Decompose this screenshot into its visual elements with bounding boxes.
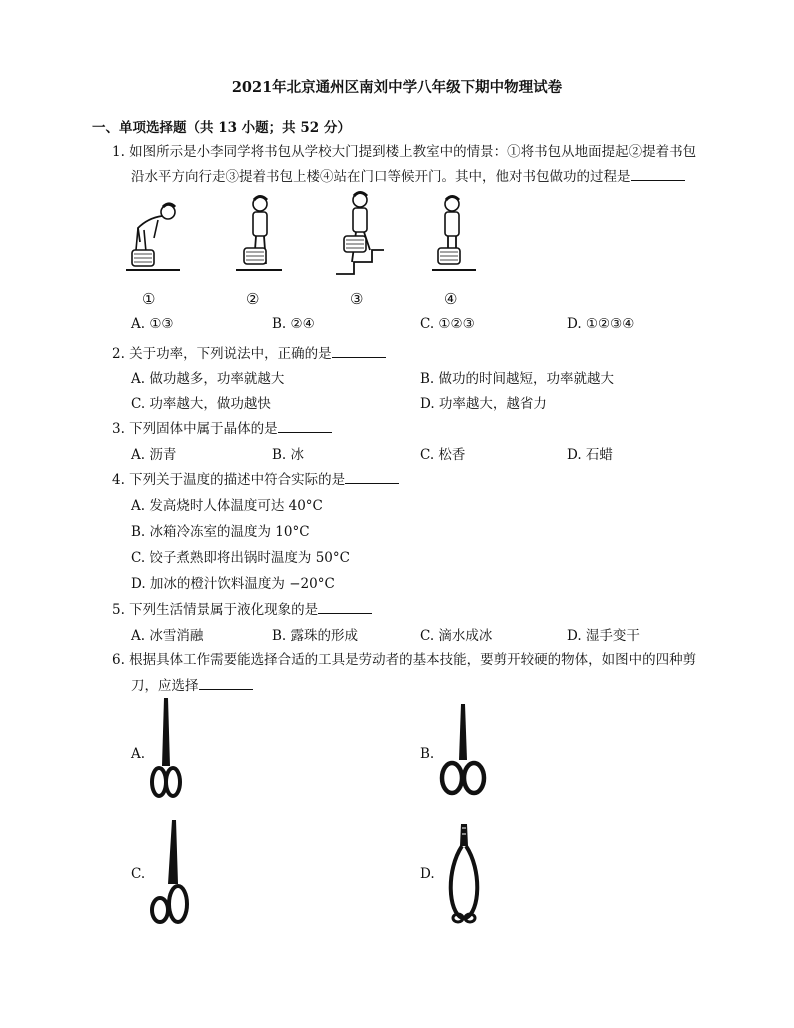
q1-fig-label-4: ④: [444, 290, 458, 308]
q1-stem-line2: 沿水平方向行走③提着书包上楼④站在门口等候开门。其中，他对书包做功的过程是: [131, 166, 685, 187]
q1-answer-blank[interactable]: [631, 166, 685, 181]
q1-stem-line1: 1. 如图所示是小李同学将书包从学校大门提到楼上教室中的情景：①将书包从地面提起②提着书包: [112, 144, 697, 160]
q1-option-b[interactable]: B. ②④: [272, 316, 315, 332]
q6-option-d[interactable]: D.: [420, 866, 435, 882]
q6-option-c[interactable]: C.: [131, 866, 146, 882]
q1-option-c[interactable]: C. ①②③: [420, 316, 475, 332]
q5-option-c[interactable]: C. 滴水成冰: [420, 628, 493, 644]
q1-option-d[interactable]: D. ①②③④: [567, 316, 635, 332]
q4-option-d[interactable]: D. 加冰的橙汁饮料温度为 −20°C: [131, 576, 335, 592]
q5-stem: 5. 下列生活情景属于液化现象的是: [112, 599, 372, 620]
q3-answer-blank[interactable]: [278, 418, 332, 433]
q4-option-a[interactable]: A. 发高烧时人体温度可达 40°C: [131, 498, 323, 514]
q2-option-c[interactable]: C. 功率越大，做功越快: [131, 396, 271, 412]
q6-option-a[interactable]: A.: [131, 746, 146, 762]
page-title: 2021年北京通州区南刘中学八年级下期中物理试卷: [231, 79, 563, 96]
q4-answer-blank[interactable]: [345, 469, 399, 484]
q5-option-a[interactable]: A. 冰雪消融: [131, 628, 204, 644]
q2-option-a[interactable]: A. 做功越多，功率就越大: [131, 371, 285, 387]
q1-figure-1-lifting: [122, 196, 184, 276]
q6-stem-line2: 刀，应选择: [131, 675, 253, 696]
q4-stem: 4. 下列关于温度的描述中符合实际的是: [112, 469, 399, 490]
q6-scissors-a-image: [146, 696, 186, 806]
q3-option-b[interactable]: B. 冰: [272, 447, 305, 463]
q1-fig-label-3: ③: [350, 290, 364, 308]
q3-option-c[interactable]: C. 松香: [420, 447, 466, 463]
q1-figure-4-standing: [430, 192, 478, 276]
q2-stem: 2. 关于功率，下列说法中，正确的是: [112, 343, 386, 364]
q2-answer-blank[interactable]: [332, 343, 386, 358]
q3-option-d[interactable]: D. 石蜡: [567, 447, 613, 463]
q4-option-b[interactable]: B. 冰箱冷冻室的温度为 10°C: [131, 524, 310, 540]
q3-stem: 3. 下列固体中属于晶体的是: [112, 418, 332, 439]
q1-fig-label-1: ①: [142, 290, 156, 308]
q6-answer-blank[interactable]: [199, 675, 253, 690]
q2-option-b[interactable]: B. 做功的时间越短，功率就越大: [420, 371, 615, 387]
q2-option-d[interactable]: D. 功率越大，越省力: [420, 396, 547, 412]
q5-option-b[interactable]: B. 露珠的形成: [272, 628, 359, 644]
q6-scissors-b-image: [438, 702, 488, 802]
q1-figure-2-walking: [234, 192, 284, 276]
section-heading: 一、单项选择题（共 13 小题；共 52 分）: [92, 120, 351, 136]
q6-scissors-d-image: [444, 820, 484, 926]
q6-option-b[interactable]: B.: [420, 746, 435, 762]
q6-scissors-c-image: [148, 818, 192, 928]
q5-option-d[interactable]: D. 湿手变干: [567, 628, 640, 644]
q4-option-c[interactable]: C. 饺子煮熟即将出锅时温度为 50°C: [131, 550, 350, 566]
q3-option-a[interactable]: A. 沥青: [131, 447, 177, 463]
q5-answer-blank[interactable]: [318, 599, 372, 614]
q1-fig-label-2: ②: [246, 290, 260, 308]
q1-figure-3-climbing-stairs: [334, 188, 386, 276]
q6-stem-line1: 6. 根据具体工作需要能选择合适的工具是劳动者的基本技能，要剪开较硬的物体，如图中的四种剪: [112, 652, 697, 668]
q1-option-a[interactable]: A. ①③: [131, 316, 174, 332]
